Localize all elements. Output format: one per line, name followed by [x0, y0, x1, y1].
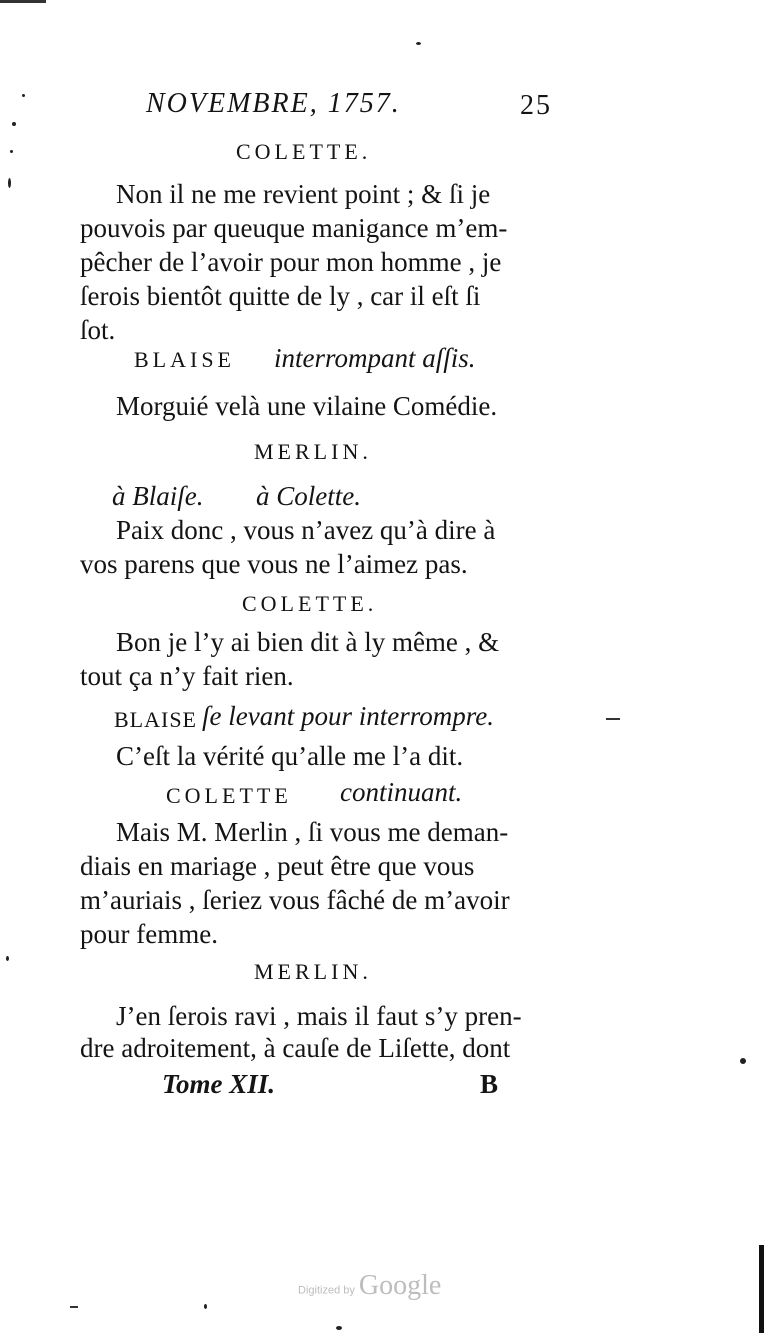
text-line: C’eſt la vérité qu’alle me l’a dit. [116, 741, 464, 771]
scan-speck [22, 94, 25, 97]
google-logo: Google [358, 1270, 442, 1301]
text-line: Non il ne me revient point ; & ſi je [116, 179, 491, 209]
scan-speck [6, 956, 9, 961]
running-header-month: NOVEMBRE, 1757. [146, 88, 401, 119]
page-edge-shadow [759, 1245, 764, 1333]
speaker-merlin: MERLIN. [254, 439, 372, 464]
scan-mark [606, 718, 620, 720]
text-line: pour femme. [80, 919, 218, 949]
text-line: diais en mariage , peut être que vous [80, 851, 475, 881]
stage-direction: interrompant aſſis. [274, 343, 476, 373]
speaker-colette: COLETTE. [242, 591, 378, 616]
text-line: dre adroitement, à cauſe de Liſette, dont [80, 1033, 511, 1063]
watermark-digitized-by: Digitized by [298, 1284, 355, 1297]
scan-mark [0, 0, 46, 3]
scan-speck [204, 1304, 207, 1309]
scan-speck [740, 1058, 746, 1064]
scan-speck [336, 1326, 342, 1330]
speaker-blaise: BLAISE [134, 347, 235, 372]
text-line: ſerois bientôt quitte de ly , car il eſt ſi [80, 281, 481, 311]
stage-direction: continuant. [340, 777, 463, 807]
signature-mark: B [480, 1069, 499, 1099]
google-watermark [298, 1270, 441, 1302]
scan-speck [8, 178, 11, 188]
text-line: tout ça n’y fait rien. [80, 661, 294, 691]
text-line: pouvois par queuque manigance m’em- [80, 213, 508, 243]
text-line: ſot. [80, 315, 116, 345]
speaker-colette: COLETTE. [236, 139, 372, 164]
text-line: Mais M. Merlin , ſi vous me deman- [116, 817, 509, 847]
scan-speck [12, 122, 16, 126]
text-line: Paix donc , vous n’avez qu’à dire à [116, 515, 496, 545]
speaker-colette: COLETTE [166, 783, 292, 808]
stage-direction: à Colette. [256, 481, 361, 511]
speaker-merlin: MERLIN. [254, 959, 372, 984]
text-line: m’auriais , ſeriez vous fâché de m’avoir [80, 885, 510, 915]
stage-direction: ſe levant pour interrompre. [202, 701, 494, 731]
scan-speck [416, 42, 421, 45]
speaker-blaise: BLAISE [114, 707, 197, 732]
text-line: vos parens que vous ne l’aimez pas. [80, 549, 468, 579]
text-line: pêcher de l’avoir pour mon homme , je [80, 247, 502, 277]
scan-mark [70, 1306, 78, 1308]
text-line: J’en ſerois ravi , mais il faut s’y pren- [116, 1001, 522, 1031]
volume-footer: Tome XII. [162, 1069, 276, 1099]
stage-direction: à Blaiſe. [112, 481, 204, 511]
page-number: 25 [520, 90, 552, 121]
text-line: Morguié velà une vilaine Comédie. [116, 391, 498, 421]
scan-speck [10, 150, 13, 153]
text-line: Bon je l’y ai bien dit à ly même , & [116, 627, 500, 657]
